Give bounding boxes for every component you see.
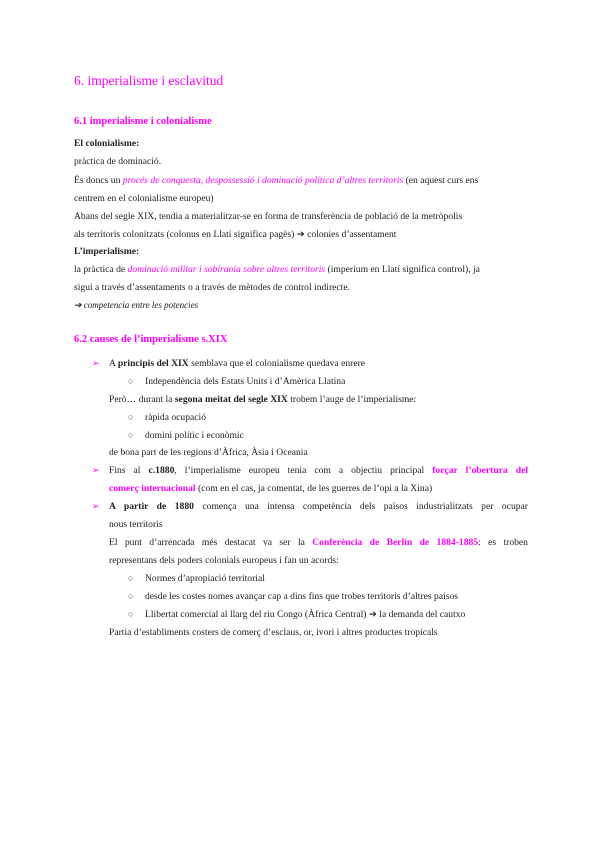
sub-bullet-text: domini polític i econòmic	[145, 430, 244, 441]
sub-bullet-text: Llibertat comercial al llarg del riu Congo (Àfrica Central) ➔ la demanda del cautxo	[145, 609, 466, 620]
bullet-text-continued	[109, 483, 432, 495]
bold-text: A partir de 1880	[109, 501, 194, 512]
paragraph-line	[109, 537, 528, 549]
arrow-bullet-icon: ➢	[92, 501, 100, 511]
bullet-text-continued: nous territoris	[109, 519, 163, 530]
highlighted-text: procés de conquesta, despossessió i dominació política d’altres territoris	[122, 175, 404, 186]
highlighted-text: comerç internacional	[109, 483, 196, 494]
paragraph-line	[74, 264, 480, 276]
section-heading-6-1: 6.1 imperialisme i colonialisme	[74, 116, 212, 127]
text-run: semblava que el colonialisme quedava enrere	[191, 358, 366, 369]
paragraph-line: Partia d’establiments costers de comerç d’esclaus, or, ivori i altres productes tropicals	[109, 627, 438, 638]
sub-bullet-text: Independència dels Estats Units i d’Amèrica Llatina	[145, 376, 346, 387]
paragraph-line	[109, 394, 416, 406]
text-run: Fins al	[109, 465, 141, 476]
bold-text: principis del XIX	[117, 358, 189, 369]
colonialisme-definition: pràctica de dominació.	[74, 156, 162, 167]
circle-bullet-icon: ○	[128, 412, 134, 422]
bold-text: segona meitat del segle XIX	[174, 394, 288, 405]
paragraph-line: representans dels poders colonials europeus i fan un acords:	[109, 555, 339, 566]
highlighted-text: Conferència de Berlín de 1884-1885	[312, 537, 479, 548]
paragraph-line: de bona part de les regions d’Àfrica, Àsia i Oceania	[109, 447, 308, 458]
text-run: (imperium en Llatí significa control), ja	[327, 264, 480, 275]
paragraph-line: Abans del segle XIX, tendia a materialitzar-se en forma de transferència de població de la metròpolis	[74, 211, 463, 222]
colonialisme-label: El colonialisme:	[74, 138, 140, 149]
bullet-text	[109, 358, 365, 370]
paragraph-line: als territoris colonitzats (colonus en Llatí significa pagès) ➔ colonies d’assentament	[74, 229, 397, 240]
highlighted-text: forçar l’obertura del	[432, 465, 529, 476]
text-run: la pràctica de	[74, 264, 126, 275]
text-run: : es troben	[478, 537, 528, 548]
arrow-bullet-icon: ➢	[92, 358, 100, 368]
circle-bullet-icon: ○	[128, 591, 134, 601]
page-title: 6. imperialisme i esclavitud	[74, 73, 224, 88]
bullet-text	[109, 501, 528, 513]
sub-bullet-text: desde les costes nomes avançar cap a dins fins que trobes territoris d’altres paisos	[145, 591, 459, 602]
circle-bullet-icon: ○	[128, 573, 134, 583]
text-run: A	[109, 358, 116, 369]
circle-bullet-icon: ○	[128, 609, 134, 619]
sub-bullet-text: Normes d’apropiació territorial	[145, 573, 265, 584]
bold-text: c.1880	[148, 465, 175, 476]
arrow-bullet-icon: ➢	[92, 465, 100, 475]
circle-bullet-icon: ○	[128, 430, 134, 440]
text-run: És doncs un	[74, 175, 121, 186]
imperialisme-label: L’imperialisme:	[74, 246, 140, 257]
highlighted-text: dominació militar i sobirania sobre altres territoris	[127, 264, 326, 275]
sub-bullet-text: ràpida ocupació	[145, 412, 206, 423]
paragraph-line: centrem en el colonialisme europeu)	[74, 193, 214, 204]
circle-bullet-icon: ○	[128, 376, 134, 386]
text-run: El punt d’arrencada més destacat va ser la	[109, 537, 305, 548]
paragraph-line	[74, 175, 478, 187]
bullet-text	[109, 465, 528, 477]
text-run: trobem l’auge de l’imperialisme:	[290, 394, 417, 405]
text-run: comença una intensa competència dels països industrialitzats per ocupar	[202, 501, 528, 512]
paragraph-line: sigui a través d’assentaments o a través de mètodes de control indirecte.	[74, 282, 350, 293]
text-run: (com en el cas, ja comentat, de les guerres de l’opi a la Xina)	[198, 483, 433, 494]
section-heading-6-2: 6.2 causes de l’imperialisme s.XIX	[74, 334, 228, 345]
text-run: (en aquest curs ens	[405, 175, 479, 186]
paragraph-line: ➔ competencia entre les potencies	[74, 300, 199, 310]
text-run: Però… durant la	[109, 394, 173, 405]
text-run: , l’imperialisme europeu tenia com a objectiu principal	[174, 465, 425, 476]
